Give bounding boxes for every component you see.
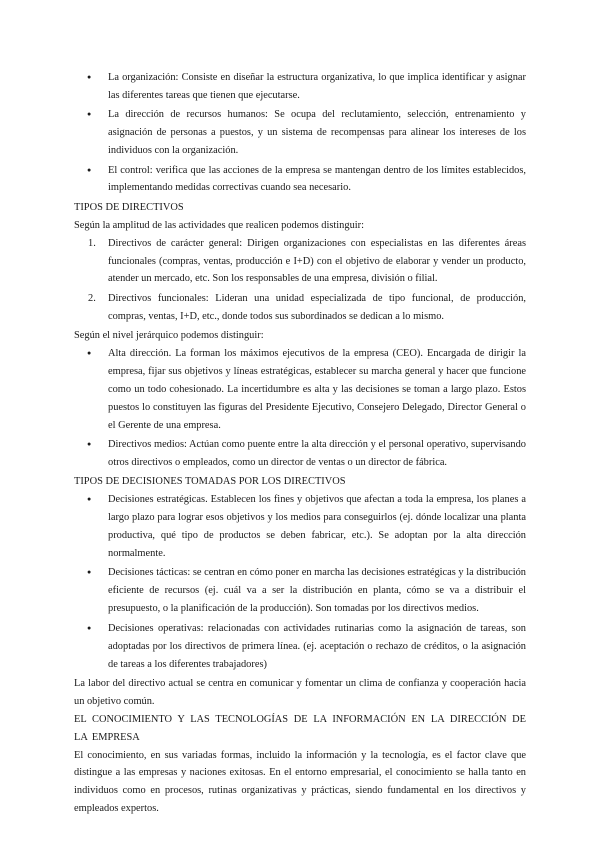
list-item (74, 290, 526, 326)
list-item: ● La organización: Consiste en diseñar la estructura organizativa, lo que implica identificar y asignar las diferentes tareas que tienen que ejecutarse. (74, 69, 526, 105)
paragraph-amplitud-intro: Según la amplitud de las actividades que realicen podemos distinguir: (74, 219, 364, 231)
list-number: 2. (88, 292, 96, 304)
list-number: 1. (88, 237, 96, 249)
functions-list (74, 69, 526, 197)
paragraph-nivel-intro: Según el nivel jerárquico podemos distinguir: (74, 330, 264, 342)
list-item: ● Alta dirección. La forman los máximos ejecutivos de la empresa (CEO). Encargada de dirigir la empresa, fijar sus objetivos y líneas estratégicas, establecer su marcha general y hacer que funcione como un todo cohesionado. La incertidumbre es alta y las decisiones se toman a largo plazo. Estos puestos lo constituyen las figuras del Presidente Ejecutivo, Consejero Delegado, Director General o el Gerente de una empresa. (74, 345, 526, 435)
paragraph-conocimiento: El conocimiento, en sus variadas formas, incluido la información y la tecnología, es el factor clave que distingue a las empresas y naciones exitosas. En el entorno empresarial, el conocimiento se halla tanto en individuos como en procesos, rutinas organizativas y prácticas, siendo fundamental en los directivos y empleados expertos. (74, 749, 526, 815)
section-heading-conocimiento: EL CONOCIMIENTO Y LAS TECNOLOGÍAS DE LA INFORMACIÓN EN LA DIRECCIÓN DE LA EMPRESA (74, 713, 526, 743)
list-item-text: Directivos funcionales: Lideran una unidad especializada de tipo funcional, de producción, compras, ventas, I+D, etc., donde todos sus subordinados se dedican a lo mismo. (108, 292, 526, 322)
paragraph-labor-directivo: La labor del directivo actual se centra en comunicar y fomentar un clima de confianza y cooperación hacia un objetivo común. (74, 677, 526, 707)
section-heading-tipos-directivos: TIPOS DE DIRECTIVOS (74, 201, 184, 213)
list-item: ● Directivos medios: Actúan como puente entre la alta dirección y el personal operativo, supervisando otros directivos o empleados, como un director de ventas o un director de fábrica. (74, 436, 526, 472)
amplitud-list (74, 235, 526, 326)
list-item (74, 235, 526, 289)
list-item: ● La dirección de recursos humanos: Se ocupa del reclutamiento, selección, entrenamiento y asignación de personas a puestos, y un sistema de recompensas para alinear los intereses de los individuos con la organización. (74, 106, 526, 160)
list-item: ● El control: verifica que las acciones de la empresa se mantengan dentro de los límites establecidos, implementando medidas correctivas cuando sea necesario. (74, 162, 526, 198)
list-item: ● Decisiones estratégicas. Establecen los fines y objetivos que afectan a toda la empresa, los planes a largo plazo para lograr esos objetivos y los medios para conseguirlos (ej. dónde localizar una planta productiva, qué tipo de productos se deben fabricar, etc.). Se adoptan por la alta dirección normalmente. (74, 491, 526, 563)
list-item-text: Directivos de carácter general: Dirigen organizaciones con especialistas en las diferentes áreas funcionales (compras, ventas, producción e I+D) con el objetivo de elaborar y vender un producto, atender un mercado, etc. Son los responsables de una empresa, división o filial. (108, 237, 526, 285)
list-item: ● Decisiones operativas: relacionadas con actividades rutinarias como la asignación de tareas, son adoptadas por los directivos de primera línea. (ej. aceptación o rechazo de créditos, o la asignación de tareas a los diferentes trabajadores) (74, 620, 526, 674)
page-content (74, 69, 526, 818)
list-item: ● Decisiones tácticas: se centran en cómo poner en marcha las decisiones estratégicas y la distribución eficiente de recursos (ej. cuál va a ser la distribución en planta, cómo se va a distribuir el presupuesto, o la planificación de la producción). Son tomadas por los directivos medios. (74, 564, 526, 618)
section-heading-tipos-decisiones: TIPOS DE DECISIONES TOMADAS POR LOS DIRECTIVOS (74, 476, 346, 488)
nivel-list (74, 345, 526, 472)
decisiones-list (74, 491, 526, 673)
